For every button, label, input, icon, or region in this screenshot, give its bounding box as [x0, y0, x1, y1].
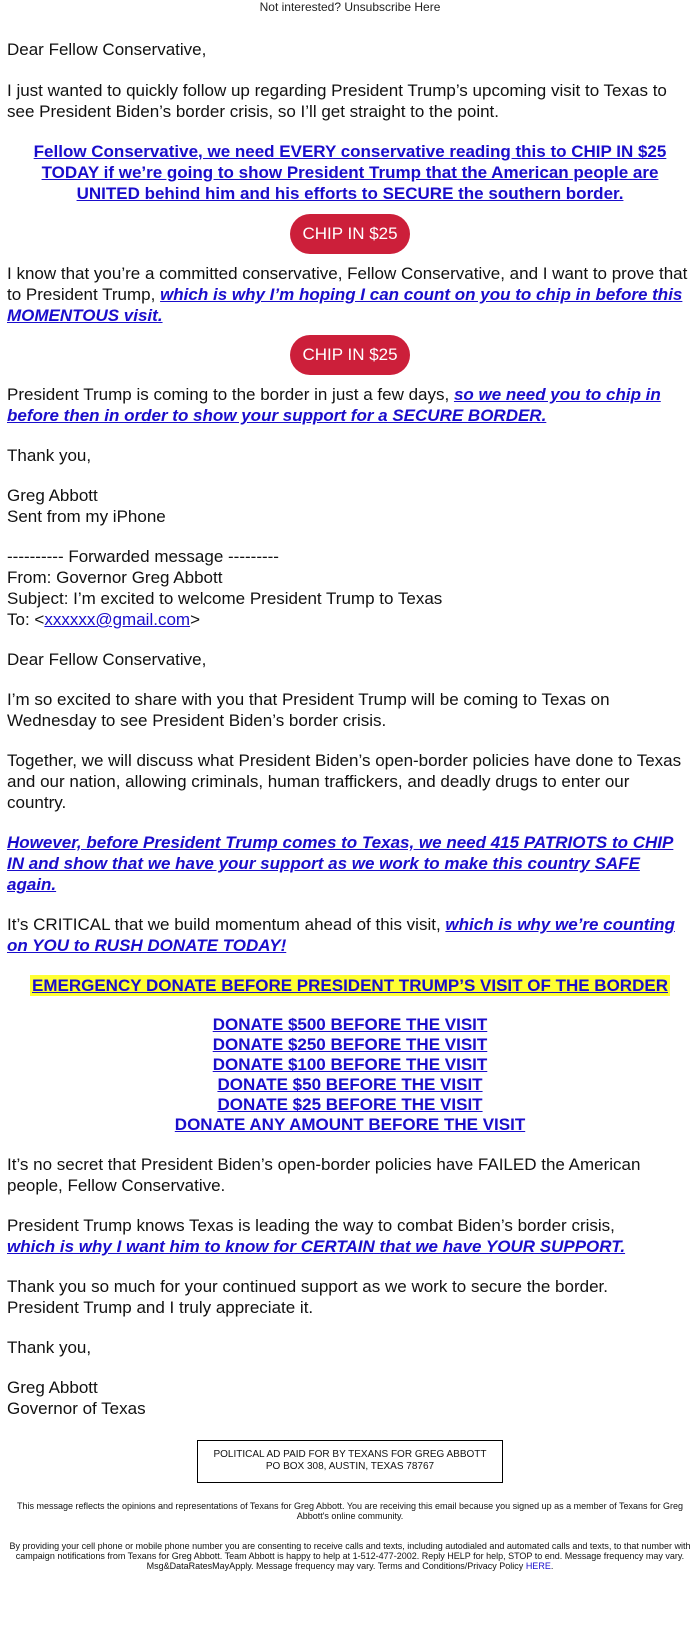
- thanks-text-2: Thank you,: [7, 1338, 92, 1357]
- forward-to-suffix: >: [190, 610, 201, 629]
- intro-paragraph: I just wanted to quickly follow up regarding President Trump’s upcoming visit to Texas to see President Biden’s border crisis, so I’ll get straight to the point.: [7, 81, 667, 121]
- forward-to-prefix: To: <: [7, 610, 45, 629]
- forward-separator: ---------- Forwarded message ---------: [7, 547, 279, 566]
- consent-period: .: [550, 1561, 554, 1571]
- leading-paragraph: [7, 1215, 693, 1257]
- chip-in-appeal-link[interactable]: Fellow Conservative, we need EVERY conservative reading this to CHIP IN $25 TODAY if we’re going to show President Trump that the American people are UNITED behind him and his efforts to SECURE the southern border.: [33, 142, 667, 203]
- donate-option[interactable]: DONATE $250 BEFORE THE VISIT: [212, 1035, 488, 1054]
- chip-in-button-wrap-2: [7, 335, 693, 375]
- thank-support-paragraph: Thank you so much for your continued support as we work to secure the border. President Trump and I truly appreciate it.: [7, 1277, 608, 1317]
- unsubscribe-link[interactable]: Not interested? Unsubscribe Here: [259, 0, 441, 14]
- leading-text: President Trump knows Texas is leading the way to combat Biden’s border crisis,: [7, 1216, 615, 1235]
- emergency-donate-link[interactable]: EMERGENCY DONATE BEFORE PRESIDENT TRUMP’S VISIT OF THE BORDER: [32, 976, 668, 995]
- paid-for-box: [197, 1440, 503, 1483]
- failed-paragraph: It’s no secret that President Biden’s open-border policies have FAILED the American people, Fellow Conservative.: [7, 1155, 641, 1195]
- donate-option[interactable]: DONATE $25 BEFORE THE VISIT: [217, 1095, 483, 1114]
- commit-text: I know that you’re a committed conservative, Fellow Conservative, and I want to prove that to President Trump,: [7, 264, 688, 304]
- signer-name-2: Greg Abbott: [7, 1378, 98, 1397]
- forward-subject: Subject: I’m excited to welcome President Trump to Texas: [7, 589, 443, 608]
- critical-link[interactable]: which is why we’re counting on YOU to RUSH DONATE TODAY!: [7, 915, 675, 955]
- excited-paragraph: I’m so excited to share with you that President Trump will be coming to Texas on Wednesday to see President Biden’s border crisis.: [7, 690, 610, 730]
- forward-to-email[interactable]: xxxxxx@gmail.com: [44, 610, 191, 629]
- donate-option[interactable]: DONATE $500 BEFORE THE VISIT: [212, 1015, 488, 1034]
- critical-paragraph: [7, 914, 693, 956]
- donate-option[interactable]: DONATE $50 BEFORE THE VISIT: [217, 1075, 483, 1094]
- donate-options-list: [7, 1015, 693, 1135]
- sent-from: Sent from my iPhone: [7, 507, 166, 526]
- paid-for-address: PO BOX 308, AUSTIN, TEXAS 78767: [265, 1461, 435, 1472]
- patriots-paragraph: [7, 832, 693, 895]
- forward-from: From: Governor Greg Abbott: [7, 568, 223, 587]
- chip-in-button-wrap-1: [7, 214, 693, 254]
- critical-text: It’s CRITICAL that we build momentum ahead of this visit,: [7, 915, 446, 934]
- consent-text: By providing your cell phone or mobile phone number you are consenting to receive calls and texts, including autodialed and automated calls and texts, to that number with campaign notifications from Texans for Greg Abbott. Team Abbott is happy to help at 1-512-477-2002. Reply HELP for help, STOP to end. Message frequency may vary. Msg&DataRatesMayApply. Message frequency may vary. Terms and Conditions/Privacy Policy: [9, 1541, 691, 1571]
- together-paragraph: Together, we will discuss what President Biden’s open-border policies have done to Texas and our nation, allowing criminals, human traffickers, and deadly drugs to enter our country.: [7, 751, 682, 812]
- reflects-notice: This message reflects the opinions and representations of Texans for Greg Abbott. You are receiving this email because you signed up as a member of Texans for Greg Abbott's online community.: [16, 1501, 684, 1521]
- donate-option[interactable]: DONATE $100 BEFORE THE VISIT: [212, 1055, 488, 1074]
- unsubscribe-bar: [0, 0, 700, 14]
- donate-option[interactable]: DONATE ANY AMOUNT BEFORE THE VISIT: [174, 1115, 526, 1134]
- commit-link[interactable]: which is why I’m hoping I can count on you to chip in before this MOMENTOUS visit.: [7, 285, 683, 325]
- consent-notice: [0, 1541, 700, 1571]
- coming-link[interactable]: so we need you to chip in before then in order to show your support for a SECURE BORDER.: [7, 385, 661, 425]
- terms-here-link[interactable]: HERE: [525, 1561, 551, 1571]
- leading-link[interactable]: which is why I want him to know for CERTAIN that we have YOUR SUPPORT.: [7, 1237, 626, 1256]
- signer-title: Governor of Texas: [7, 1399, 146, 1418]
- forward-greeting: Dear Fellow Conservative,: [7, 650, 207, 669]
- paid-for-text: POLITICAL AD PAID FOR BY TEXANS FOR GREG ABBOTT: [213, 1449, 487, 1460]
- greeting: Dear Fellow Conservative,: [7, 40, 207, 59]
- thanks-text: Thank you,: [7, 446, 92, 465]
- patriots-link[interactable]: However, before President Trump comes to Texas, we need 415 PATRIOTS to CHIP IN and show that we have your support as we work to make this country SAFE again.: [7, 833, 674, 894]
- forward-to: [7, 609, 693, 630]
- coming-paragraph: [7, 384, 693, 426]
- emergency-wrap: [7, 975, 693, 996]
- email-body: [0, 39, 700, 1419]
- commit-paragraph: [7, 263, 693, 326]
- chip-in-button[interactable]: CHIP IN $25: [290, 335, 410, 375]
- signer-name: Greg Abbott: [7, 486, 98, 505]
- coming-text: President Trump is coming to the border in just a few days,: [7, 385, 454, 404]
- chip-in-button[interactable]: CHIP IN $25: [290, 214, 410, 254]
